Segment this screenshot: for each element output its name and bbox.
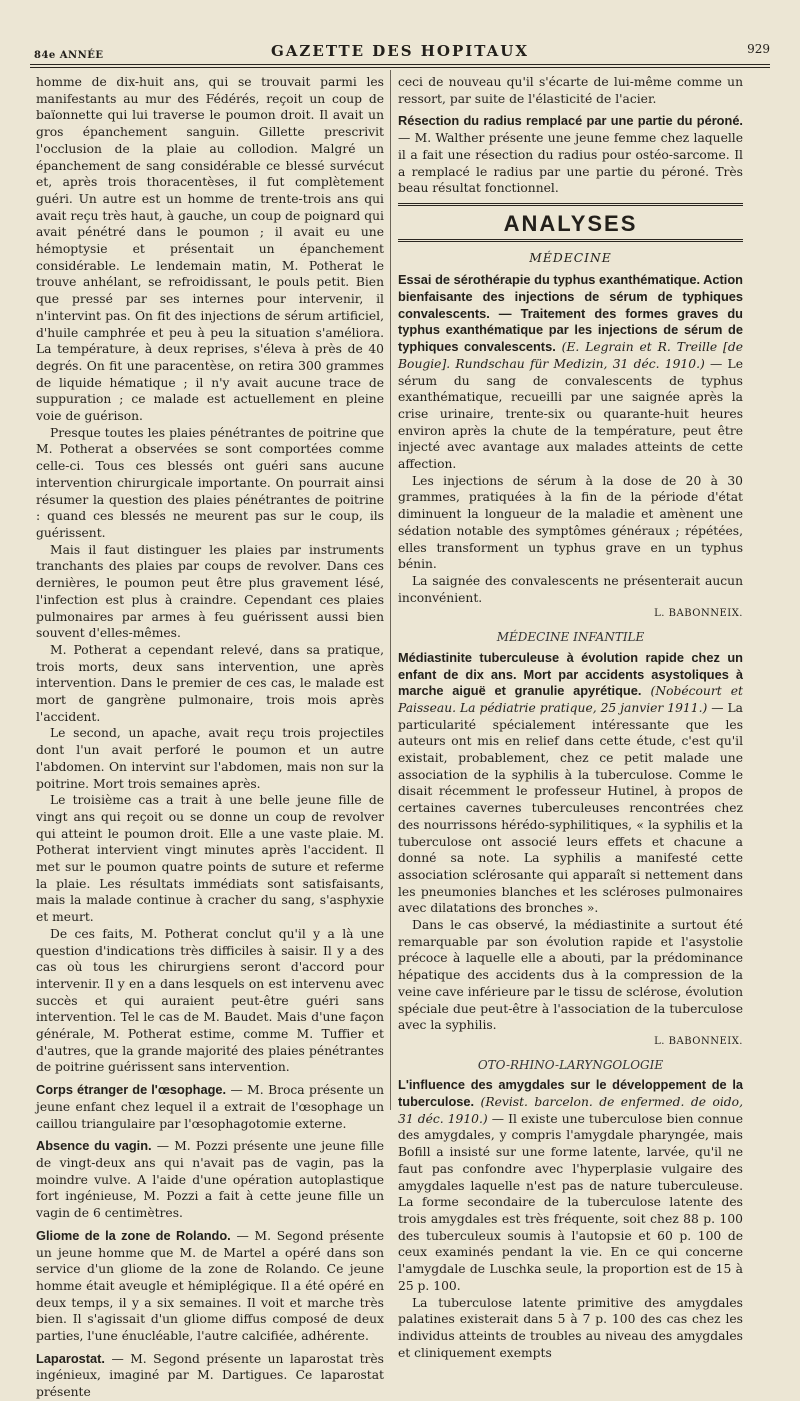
paragraph: La saignée des convalescents ne présenterait aucun inconvénient. [398, 573, 743, 605]
section-oesophage [36, 1082, 384, 1132]
paragraph: Mais il faut distinguer les plaies par instruments tranchants des plaies par coups de revolver. Dans ces dernières, le poumon peut être plus gravement lésé, l'infection est plus à craindre. Cependant ces plaies pulmonaires par armes à feu guérissent aussi bien souvent d'elles-mêmes. [36, 542, 384, 641]
section-vagin [36, 1138, 384, 1222]
section-body: — M. Segond présente un laparostat très ingénieux, imaginé par M. Dartigues. Ce laparostat présente [36, 1351, 384, 1400]
rubric-medecine: MÉDECINE [529, 250, 612, 265]
paragraph: La tuberculose latente primitive des amygdales palatines existerait dans 5 à 7 p. 100 des cas chez les individus atteints de troubles au niveau des amygdales et cliniquement exempts [398, 1295, 743, 1360]
paragraph: Le troisième cas a trait à une belle jeune fille de vingt ans qui reçoit ou se donne un coup de revolver qui atteint le poumon droit. Elle a une vaste plaie. M. Potherat intervient vingt minutes après l'accident. Il met sur le poumon quatre points de suture et referme la plaie. Les résultats immédiats sont satisfaisants, mais la malade continue à cracher du sang, s'asphyxie et meurt. [36, 793, 384, 925]
section-body: — M. Segond présente un jeune homme que M. de Martel a opéré dans son service d'un gliome de la zone de Rolando. Ce jeune homme était aveugle et hémiplégique. Il a été opéré en deux temps, il y a six semaines. Il voit et marche très bien. Il s'agissait d'un gliome diffus composé de deux parties, l'une énucléable, l'autre calcifiée, adhérente. [36, 1228, 384, 1344]
section-body: — M. Broca présente un jeune enfant chez lequel il a extrait de l'œsophage un caillou triangulaire par l'œsophagotomie externe. [36, 1083, 384, 1131]
section-body: — M. Pozzi présente une jeune fille de vingt-deux ans qui n'avait pas de vagin, pas la moindre vulve. A l'aide d'une opération autoplastique fort ingénieuse, M. Pozzi a fait à cette jeune fille un vagin de 6 centimètres. [36, 1139, 384, 1221]
analysis-reference: (Nobécourt et Paisseau. La pédiatrie pratique, 25 janvier 1911.) [398, 684, 743, 715]
section-title: Absence du vagin. [36, 1138, 152, 1154]
analyses-heading: ANALYSES [503, 210, 638, 236]
paragraph: Le second, un apache, avait reçu trois projectiles dont l'un avait perforé le poumon et un autre l'abdomen. On intervint sur l'abdomen, mais non sur la poitrine. Mort trois semaines après. [36, 726, 384, 791]
paragraph: Les injections de sérum à la dose de 20 à 30 grammes, pratiquées à la fin de la période d'état diminuent la longueur de la maladie et amènent une sédation notable des symptômes généraux ; répétées, elles transforment un typhus grave en un typhus bénin. [398, 473, 743, 572]
rubric-medecine-infantile: MÉDECINE INFANTILE [496, 630, 645, 645]
analyses-rule-top [398, 203, 743, 206]
journal-title: GAZETTE DES HOPITAUX [270, 42, 529, 60]
header-rule-2 [30, 67, 770, 68]
analysis-reference: (E. Legrain et R. Treille [de Bougie]. Rundschau für Medizin, 31 déc. 1910.) [398, 340, 744, 371]
rubric-orl: OTO-RHINO-LARYNGOLOGIE [477, 1057, 664, 1072]
signature: L. BABONNEIX. [654, 608, 743, 620]
right-column [398, 74, 743, 1361]
section-laparostat [36, 1351, 384, 1401]
analysis-title: L'influence des amygdales sur le développement de la tuberculose. [398, 1077, 743, 1110]
paragraph: ceci de nouveau qu'il s'écarte de lui-même comme un ressort, par suite de l'élasticité de l'acier. [398, 75, 743, 106]
analysis-amygdales [398, 1077, 743, 1294]
analysis-body: — La particularité spécialement intéressante que les auteurs ont mis en relief dans cette étude, c'est qu'il existait, probablement, chez ce petit malade une association de la syphilis à la tuberculose. Comme le disait récemment le professeur Hutinel, à propos de certaines cavernes tuberculeuses rencontrées chez des nourrissons hérédo-syphilitiques, « la syphilis et la tuberculose ont associé leurs effets et chacune a donné sa note. La syphilis a manifesté cette association sclérosante qui apparaît si nettement dans les pneumonies blanches et les scléroses pulmonaires avec dilatations des bronches ». [398, 700, 743, 916]
analysis-title: Médiastinite tuberculeuse à évolution rapide chez un enfant de dix ans. Mort par accidents asystoliques à marche aiguë et granulie apyrétique. [398, 649, 743, 699]
section-gliome [36, 1228, 384, 1345]
header-rule [30, 64, 770, 65]
analysis-typhus [398, 272, 743, 472]
paragraph: De ces faits, M. Potherat conclut qu'il y a là une question d'indications très difficiles à saisir. Il y a des cas où tous les chirurgiens seront d'accord pour intervenir. Il y en a dans lesquels on est intervenu avec succès et qui auraient peut-être guéri sans intervention. Tel le cas de M. Baudet. Mais d'une façon générale, M. Potherat estime, comme M. Tuffier et d'autres, que la grande majorité des plaies pénétrantes de poitrine guérissent sans intervention. [36, 926, 384, 1075]
analysis-title: Essai de sérothérapie du typhus exanthématique. Action bienfaisante des injections de sérum de typhiques convalescents. — Traitement des formes graves du typhus exanthématique par les injections de sérum de typhiques convalescents. [398, 272, 743, 355]
paragraph: Dans le cas observé, la médiastinite a surtout été remarquable par son évolution rapide et l'asystolie précoce à laquelle elle a abouti, par la prédominance hépatique des accidents dus à la compression de la veine cave inférieure par le tissu de sclérose, évolution spéciale due peut-être à l'association de la tuberculose avec la syphilis. [398, 918, 743, 1033]
analysis-body: — Il existe une tuberculose bien connue des amygdales, y compris l'amygdale pharyngée, mais Bofill a insisté sur une forme latente, larvée, qu'il ne faut pas confondre avec l'hyperplasie vulgaire des amygdales laquelle n'est pas de nature tuberculeuse. La forme secondaire de la tuberculose latente des trois amygdales est très fréquente, soit chez 88 p. 100 des tuberculeux soumis à l'autopsie et 60 p. 100 de ceux examinés pendant la vie. En ce qui concerne l'amygdale de Luschka seule, la proportion est de 15 à 25 p. 100. [398, 1111, 743, 1293]
paragraph: M. Potherat a cependant relevé, dans sa pratique, trois morts, deux sans intervention, une après intervention. Dans le premier de ces cas, le malade est mort de gangrène pulmonaire, trois mois après l'accident. [36, 642, 384, 724]
column-divider [390, 70, 391, 1110]
section-body: — M. Walther présente une jeune femme chez laquelle il a fait une résection du radius pour ostéo-sarcome. Il a remplacé le radius par une partie du péroné. Très beau résultat fonctionnel. [398, 131, 743, 196]
analysis-body: — Le sérum du sang de convalescents de typhus exanthématique, recueilli par une saignée après la crise urinaire, trente-six ou quarante-huit heures environ après la chute de la température, peut être injecté avec avantage aux malades atteints de cette affection. [398, 356, 743, 472]
left-column [36, 74, 384, 1401]
section-title: Résection du radius remplacé par une partie du péroné. [398, 113, 743, 129]
signature: L. BABONNEIX. [654, 1035, 743, 1047]
page-header [30, 36, 770, 66]
paragraph: Presque toutes les plaies pénétrantes de poitrine que M. Potherat a observées se sont comportées comme celle-ci. Tous ces blessés ont guéri sans aucune intervention chirurgicale importante. On pourrait ainsi résumer la question des plaies pénétrantes de poitrine : quand ces blessés ne meurent pas sur le coup, ils guérissent. [36, 425, 384, 540]
page-number: 929 [747, 42, 770, 56]
analyses-rule-bottom [398, 239, 743, 242]
section-radius [398, 113, 743, 197]
paragraph: homme de dix-huit ans, qui se trouvait parmi les manifestants au mur des Fédérés, reçoit un coup de baïonnette qui lui traverse le poumon droit. Il avait un gros épanchement sanguin. Gillette prescrivit l'occlusion de la plaie au collodion. Malgré un épanchement de sang considérable ce blessé survécut et, après trois thoracentèses, il fut complètement guéri. Un autre est un homme de trente-trois ans qui avait reçu très haut, à gauche, un coup de poignard qui avait pénétré dans le poumon ; il avait eu une hémoptysie et présentait un épanchement considérable. Le lendemain matin, M. Potherat le trouve anhélant, se refroidissant, le pouls petit. Bien que pressé par ses internes pour intervenir, il n'intervint pas. On fit des injections de sérum artificiel, d'huile camphrée et peu à peu la situation s'améliora. La température, à deux reprises, s'éleva à près de 40 degrés. On fit une paracentèse, on retira 300 grammes de liquide hématique ; il n'y avait aucune trace de suppuration ; ce malade est actuellement en pleine voie de guérison. [36, 75, 384, 424]
section-title: Gliome de la zone de Rolando. [36, 1227, 231, 1243]
section-title: Corps étranger de l'œsophage. [36, 1082, 227, 1098]
header-year: 84e ANNÉE [34, 50, 104, 61]
section-title: Laparostat. [36, 1350, 105, 1366]
analysis-mediastinite [398, 650, 743, 917]
analysis-reference: (Revist. barcelon. de enfermed. de oido, 31 déc. 1910.) [398, 1095, 743, 1126]
